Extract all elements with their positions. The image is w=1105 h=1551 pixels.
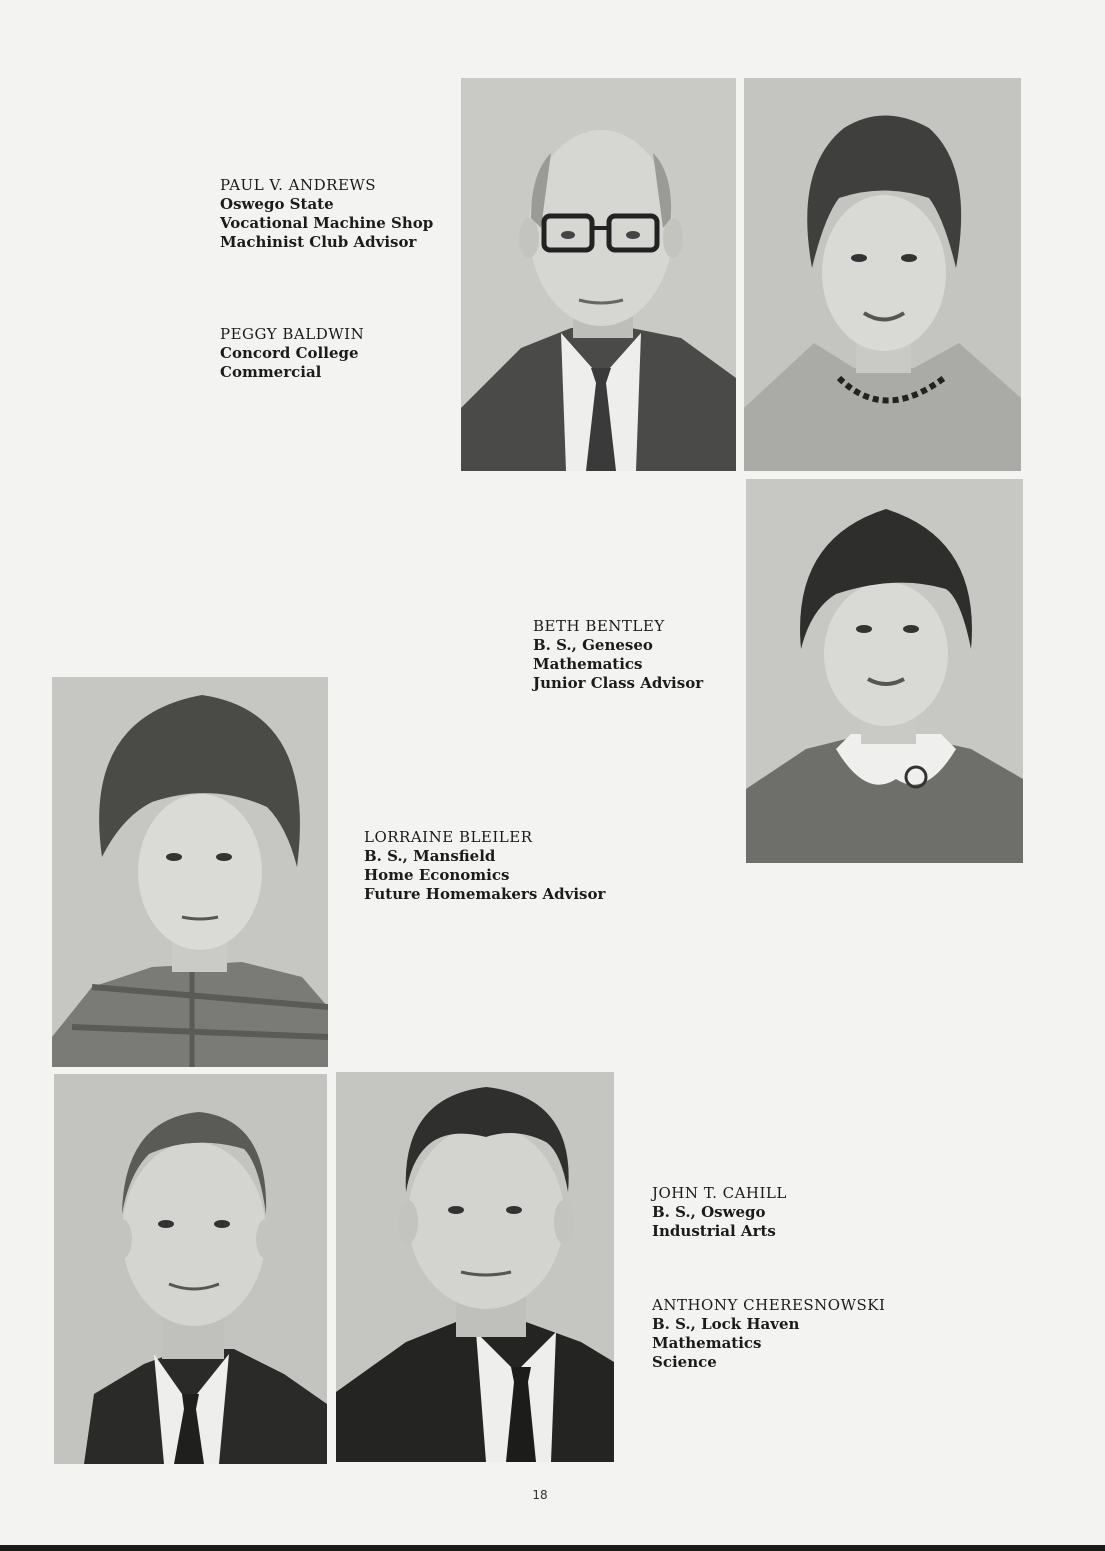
portrait-cheresnowski — [336, 1072, 614, 1462]
faculty-detail: Industrial Arts — [652, 1222, 776, 1240]
faculty-detail: Oswego State — [220, 195, 334, 213]
caption-baldwin — [220, 325, 364, 382]
faculty-detail: B. S., Mansfield — [364, 847, 496, 865]
faculty-detail: Concord College — [220, 344, 359, 362]
portrait-woman-bob-image — [746, 479, 1023, 863]
portrait-man-wavy-hair-image — [336, 1072, 614, 1462]
faculty-detail: Future Homemakers Advisor — [364, 885, 606, 903]
faculty-name: BETH BENTLEY — [533, 617, 665, 635]
caption-cahill — [652, 1184, 787, 1241]
caption-bleiler — [364, 828, 605, 904]
faculty-detail: B. S., Oswego — [652, 1203, 766, 1221]
faculty-detail: B. S., Lock Haven — [652, 1315, 800, 1333]
faculty-detail: Machinist Club Advisor — [220, 233, 417, 251]
caption-cheresnowski — [652, 1296, 885, 1372]
portrait-woman-bouffant-image — [52, 677, 328, 1067]
portrait-cahill — [54, 1074, 327, 1464]
caption-andrews — [220, 176, 433, 252]
portrait-man-short-hair-image — [54, 1074, 327, 1464]
faculty-name: ANTHONY CHERESNOWSKI — [652, 1296, 886, 1314]
faculty-detail: Home Economics — [364, 866, 510, 884]
faculty-detail: Junior Class Advisor — [533, 674, 704, 692]
faculty-detail: Mathematics — [652, 1334, 762, 1352]
faculty-name: PAUL V. ANDREWS — [220, 176, 377, 194]
faculty-name: PEGGY BALDWIN — [220, 325, 365, 343]
faculty-detail: Science — [652, 1353, 717, 1371]
page-edge-shadow — [0, 1545, 1105, 1551]
faculty-detail: Mathematics — [533, 655, 643, 673]
caption-bentley — [533, 617, 703, 693]
portrait-baldwin — [744, 78, 1021, 471]
faculty-detail: Commercial — [220, 363, 322, 381]
faculty-detail: Vocational Machine Shop — [220, 214, 434, 232]
portrait-man-glasses-image — [461, 78, 736, 471]
page-number: 18 — [532, 1488, 548, 1502]
faculty-detail: B. S., Geneseo — [533, 636, 653, 654]
faculty-name: JOHN T. CAHILL — [652, 1184, 787, 1202]
portrait-bentley — [746, 479, 1023, 863]
portrait-andrews — [461, 78, 736, 471]
faculty-name: LORRAINE BLEILER — [364, 828, 533, 846]
portrait-bleiler — [52, 677, 328, 1067]
portrait-woman-beehive-image — [744, 78, 1021, 471]
